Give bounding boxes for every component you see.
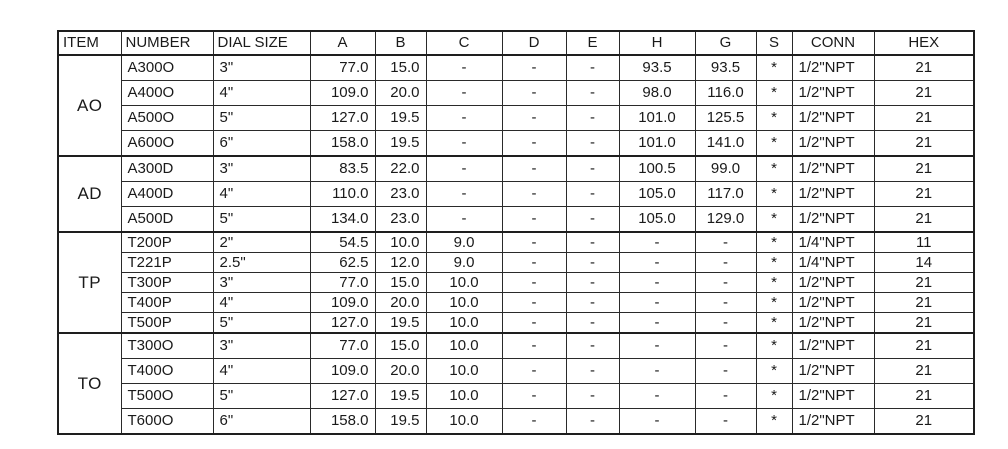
dial-size-cell: 3" [213,333,310,359]
model-number-cell: A400O [121,81,213,106]
column-header-dial-size: DIAL SIZE [213,31,310,55]
table-row [58,182,974,207]
dim-h-cell: - [619,253,695,273]
dim-c-cell: - [426,131,502,157]
table-row [58,232,974,253]
dim-g-cell: 129.0 [695,207,756,233]
dim-g-cell: - [695,293,756,313]
connection-cell: 1/2"NPT [792,293,874,313]
dim-h-cell: 100.5 [619,156,695,182]
table-row [58,131,974,157]
table-row [58,293,974,313]
dim-b-cell: 15.0 [375,55,426,81]
dim-c-cell: - [426,106,502,131]
dim-d-cell: - [502,409,566,435]
dial-size-cell: 5" [213,106,310,131]
dim-g-cell: - [695,313,756,334]
dim-g-cell: 93.5 [695,55,756,81]
model-number-cell: A600O [121,131,213,157]
dial-size-cell: 2" [213,232,310,253]
dim-e-cell: - [566,156,619,182]
dim-c-cell: 10.0 [426,384,502,409]
dim-b-cell: 20.0 [375,81,426,106]
dim-c-cell: - [426,182,502,207]
dim-b-cell: 12.0 [375,253,426,273]
dim-h-cell: 105.0 [619,182,695,207]
table-row [58,313,974,334]
column-header-b: B [375,31,426,55]
dim-e-cell: - [566,81,619,106]
dim-d-cell: - [502,384,566,409]
dim-c-cell: - [426,55,502,81]
dim-c-cell: 9.0 [426,232,502,253]
dim-a-cell: 109.0 [310,293,375,313]
dim-d-cell: - [502,81,566,106]
dim-a-cell: 110.0 [310,182,375,207]
hex-cell: 21 [874,182,974,207]
connection-cell: 1/2"NPT [792,106,874,131]
dim-s-cell: * [756,106,792,131]
dim-a-cell: 127.0 [310,384,375,409]
hex-cell: 21 [874,409,974,435]
dim-b-cell: 15.0 [375,273,426,293]
table-row [58,359,974,384]
table-row [58,273,974,293]
table-row [58,55,974,81]
connection-cell: 1/4"NPT [792,253,874,273]
dim-s-cell: * [756,156,792,182]
hex-cell: 21 [874,131,974,157]
table-row [58,333,974,359]
dim-e-cell: - [566,207,619,233]
dim-s-cell: * [756,384,792,409]
dim-d-cell: - [502,55,566,81]
dim-b-cell: 23.0 [375,207,426,233]
dim-d-cell: - [502,313,566,334]
hex-cell: 21 [874,106,974,131]
dim-b-cell: 15.0 [375,333,426,359]
hex-cell: 21 [874,207,974,233]
dim-g-cell: 125.5 [695,106,756,131]
dim-g-cell: 99.0 [695,156,756,182]
dim-b-cell: 22.0 [375,156,426,182]
model-number-cell: A500O [121,106,213,131]
dim-e-cell: - [566,182,619,207]
connection-cell: 1/2"NPT [792,182,874,207]
dim-s-cell: * [756,333,792,359]
dim-g-cell: - [695,253,756,273]
dim-a-cell: 77.0 [310,333,375,359]
dim-g-cell: - [695,333,756,359]
dim-a-cell: 62.5 [310,253,375,273]
hex-cell: 21 [874,81,974,106]
column-header-item: ITEM [58,31,121,55]
dim-c-cell: 10.0 [426,333,502,359]
dim-a-cell: 127.0 [310,106,375,131]
dim-s-cell: * [756,131,792,157]
dim-b-cell: 19.5 [375,313,426,334]
dim-s-cell: * [756,232,792,253]
dim-d-cell: - [502,131,566,157]
hex-cell: 14 [874,253,974,273]
dim-a-cell: 109.0 [310,81,375,106]
connection-cell: 1/2"NPT [792,207,874,233]
hex-cell: 21 [874,293,974,313]
model-number-cell: A300D [121,156,213,182]
dial-size-cell: 6" [213,131,310,157]
dim-g-cell: - [695,384,756,409]
dim-e-cell: - [566,273,619,293]
header-row [58,31,974,55]
dim-d-cell: - [502,156,566,182]
connection-cell: 1/2"NPT [792,359,874,384]
dim-g-cell: 141.0 [695,131,756,157]
column-header-h: H [619,31,695,55]
dim-a-cell: 127.0 [310,313,375,334]
dim-e-cell: - [566,384,619,409]
dim-b-cell: 19.5 [375,409,426,435]
dial-size-cell: 4" [213,293,310,313]
connection-cell: 1/2"NPT [792,333,874,359]
model-number-cell: A400D [121,182,213,207]
model-number-cell: T500O [121,384,213,409]
dim-a-cell: 134.0 [310,207,375,233]
dial-size-cell: 2.5" [213,253,310,273]
dial-size-cell: 3" [213,273,310,293]
dim-h-cell: - [619,359,695,384]
table-row [58,253,974,273]
model-number-cell: A300O [121,55,213,81]
dim-s-cell: * [756,182,792,207]
table-row [58,384,974,409]
dim-b-cell: 10.0 [375,232,426,253]
dim-g-cell: 117.0 [695,182,756,207]
dim-h-cell: 93.5 [619,55,695,81]
dim-c-cell: - [426,207,502,233]
dim-h-cell: - [619,232,695,253]
table-row [58,106,974,131]
dim-s-cell: * [756,55,792,81]
dial-size-cell: 5" [213,384,310,409]
column-header-e: E [566,31,619,55]
dim-e-cell: - [566,333,619,359]
dim-b-cell: 19.5 [375,131,426,157]
dim-c-cell: - [426,81,502,106]
dim-h-cell: - [619,273,695,293]
dim-d-cell: - [502,293,566,313]
connection-cell: 1/2"NPT [792,409,874,435]
spec-table [57,30,975,435]
dial-size-cell: 5" [213,313,310,334]
dim-a-cell: 158.0 [310,409,375,435]
model-number-cell: A500D [121,207,213,233]
dim-d-cell: - [502,359,566,384]
dim-c-cell: 10.0 [426,359,502,384]
dim-e-cell: - [566,293,619,313]
item-group-cell: AD [58,156,121,232]
hex-cell: 21 [874,359,974,384]
column-header-number: NUMBER [121,31,213,55]
dim-a-cell: 83.5 [310,156,375,182]
dim-e-cell: - [566,131,619,157]
connection-cell: 1/2"NPT [792,156,874,182]
model-number-cell: T500P [121,313,213,334]
dim-c-cell: 10.0 [426,409,502,435]
dim-a-cell: 54.5 [310,232,375,253]
dim-b-cell: 19.5 [375,106,426,131]
hex-cell: 21 [874,55,974,81]
model-number-cell: T200P [121,232,213,253]
dim-e-cell: - [566,409,619,435]
dim-h-cell: 101.0 [619,131,695,157]
table-row [58,207,974,233]
dim-d-cell: - [502,207,566,233]
dim-h-cell: 98.0 [619,81,695,106]
dim-a-cell: 77.0 [310,273,375,293]
item-group-cell: TP [58,232,121,333]
dim-a-cell: 158.0 [310,131,375,157]
connection-cell: 1/2"NPT [792,384,874,409]
dim-h-cell: - [619,384,695,409]
dim-c-cell: - [426,156,502,182]
table-row [58,81,974,106]
dim-d-cell: - [502,106,566,131]
dim-b-cell: 19.5 [375,384,426,409]
connection-cell: 1/2"NPT [792,55,874,81]
dim-s-cell: * [756,409,792,435]
dim-e-cell: - [566,55,619,81]
dim-g-cell: - [695,409,756,435]
dim-e-cell: - [566,359,619,384]
dim-g-cell: - [695,232,756,253]
dim-d-cell: - [502,253,566,273]
dim-a-cell: 109.0 [310,359,375,384]
dim-s-cell: * [756,81,792,106]
dim-h-cell: - [619,333,695,359]
dim-a-cell: 77.0 [310,55,375,81]
table-row [58,409,974,435]
dim-s-cell: * [756,293,792,313]
column-header-s: S [756,31,792,55]
table-row [58,156,974,182]
model-number-cell: T600O [121,409,213,435]
dim-h-cell: 105.0 [619,207,695,233]
dim-c-cell: 10.0 [426,293,502,313]
dial-size-cell: 5" [213,207,310,233]
column-header-c: C [426,31,502,55]
dim-s-cell: * [756,253,792,273]
connection-cell: 1/4"NPT [792,232,874,253]
dim-b-cell: 20.0 [375,359,426,384]
column-header-hex: HEX [874,31,974,55]
dim-d-cell: - [502,273,566,293]
item-group-cell: AO [58,55,121,156]
dim-g-cell: - [695,273,756,293]
dial-size-cell: 3" [213,156,310,182]
hex-cell: 21 [874,333,974,359]
hex-cell: 11 [874,232,974,253]
dim-h-cell: 101.0 [619,106,695,131]
model-number-cell: T400O [121,359,213,384]
dial-size-cell: 3" [213,55,310,81]
dim-e-cell: - [566,232,619,253]
connection-cell: 1/2"NPT [792,313,874,334]
item-group-cell: TO [58,333,121,434]
dim-d-cell: - [502,182,566,207]
dim-d-cell: - [502,333,566,359]
dim-d-cell: - [502,232,566,253]
hex-cell: 21 [874,273,974,293]
dim-b-cell: 23.0 [375,182,426,207]
dim-c-cell: 10.0 [426,273,502,293]
dim-c-cell: 9.0 [426,253,502,273]
dim-e-cell: - [566,313,619,334]
dial-size-cell: 6" [213,409,310,435]
hex-cell: 21 [874,313,974,334]
dial-size-cell: 4" [213,81,310,106]
connection-cell: 1/2"NPT [792,273,874,293]
spec-table-body [58,55,974,434]
dim-g-cell: 116.0 [695,81,756,106]
model-number-cell: T400P [121,293,213,313]
dial-size-cell: 4" [213,359,310,384]
model-number-cell: T221P [121,253,213,273]
dial-size-cell: 4" [213,182,310,207]
dim-s-cell: * [756,313,792,334]
column-header-a: A [310,31,375,55]
connection-cell: 1/2"NPT [792,131,874,157]
model-number-cell: T300O [121,333,213,359]
column-header-conn: CONN [792,31,874,55]
hex-cell: 21 [874,156,974,182]
dim-s-cell: * [756,359,792,384]
dim-s-cell: * [756,273,792,293]
connection-cell: 1/2"NPT [792,81,874,106]
dim-g-cell: - [695,359,756,384]
dim-s-cell: * [756,207,792,233]
dim-h-cell: - [619,293,695,313]
column-header-g: G [695,31,756,55]
model-number-cell: T300P [121,273,213,293]
hex-cell: 21 [874,384,974,409]
dim-h-cell: - [619,409,695,435]
dim-h-cell: - [619,313,695,334]
column-header-d: D [502,31,566,55]
dim-b-cell: 20.0 [375,293,426,313]
dim-e-cell: - [566,106,619,131]
dim-e-cell: - [566,253,619,273]
dim-c-cell: 10.0 [426,313,502,334]
